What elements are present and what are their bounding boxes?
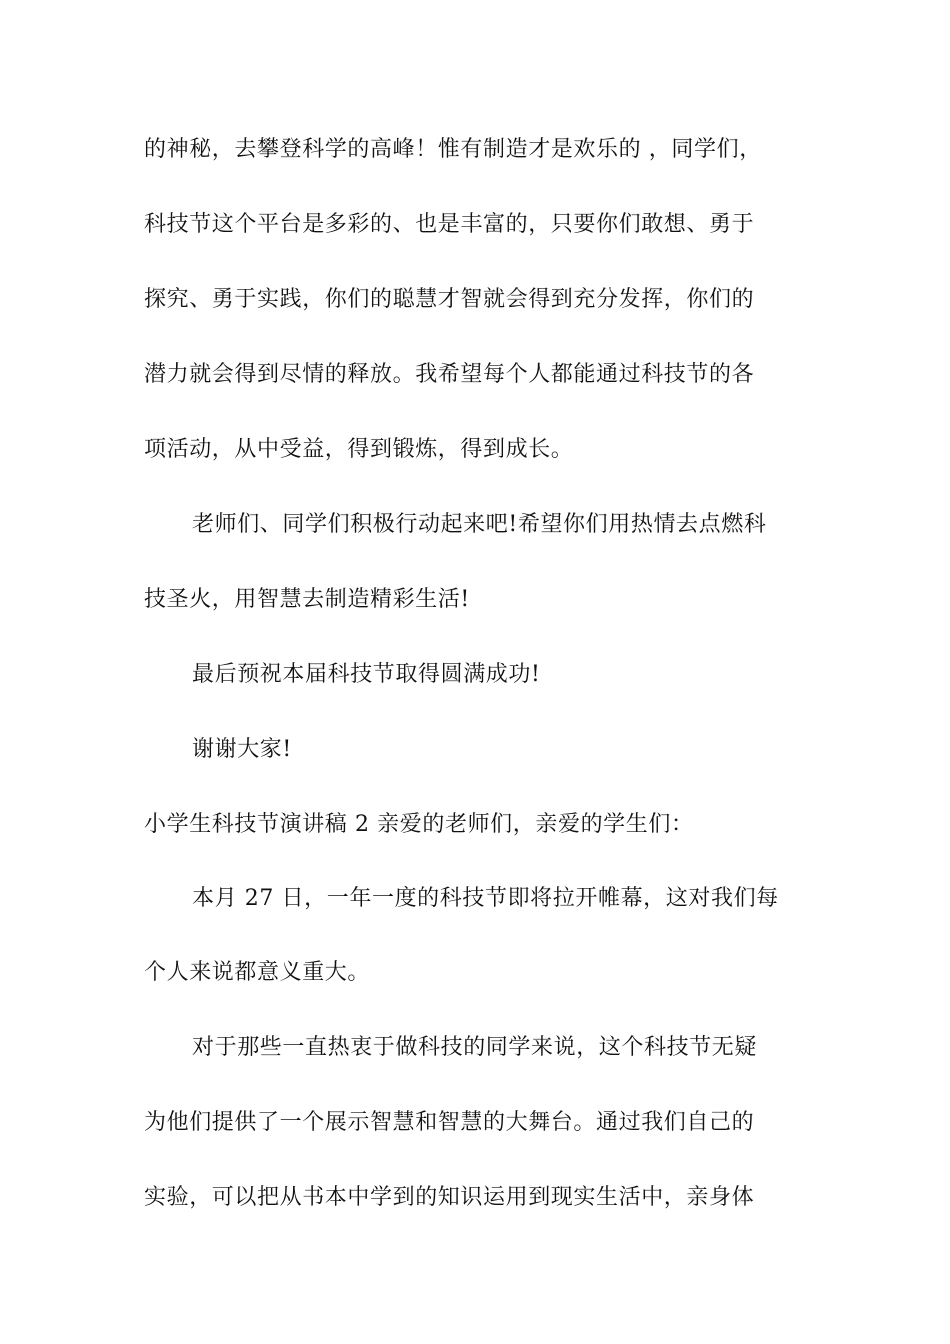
text-line: 个人来说都意义重大。 [144,960,371,985]
text-line: 探究、勇于实践，你们的聪慧才智就会得到充分发挥，你们的 [144,287,755,312]
text-line: 老师们、同学们积极行动起来吧!希望你们用热情去点燃科 [192,512,767,537]
text-line: 实验，可以把从书本中学到的知识运用到现实生活中，亲身体 [144,1185,755,1210]
text-line: 本月 27 日，一年一度的科技节即将拉开帷幕，这对我们每 [192,886,779,911]
text-line: 最后预祝本届科技节取得圆满成功! [192,662,541,687]
text-line: 科技节这个平台是多彩的、也是丰富的，只要你们敢想、勇于 [144,212,755,237]
text-line: 谢谢大家! [192,737,292,762]
text-line: 技圣火，用智慧去制造精彩生活! [144,587,470,612]
text-line: 项活动，从中受益，得到锻炼，得到成长。 [144,437,574,462]
section-heading-line: 小学生科技节演讲稿 2 亲爱的老师们，亲爱的学生们： [144,812,694,837]
text-line: 的神秘，去攀登科学的高峰！惟有制造才是欢乐的 ，同学们， [144,137,762,162]
text-line: 为他们提供了一个展示智慧和智慧的大舞台。通过我们自己的 [144,1110,755,1135]
text-line: 潜力就会得到尽情的释放。我希望每个人都能通过科技节的各 [144,362,755,387]
text-line: 对于那些一直热衷于做科技的同学来说，这个科技节无疑 [192,1035,758,1060]
